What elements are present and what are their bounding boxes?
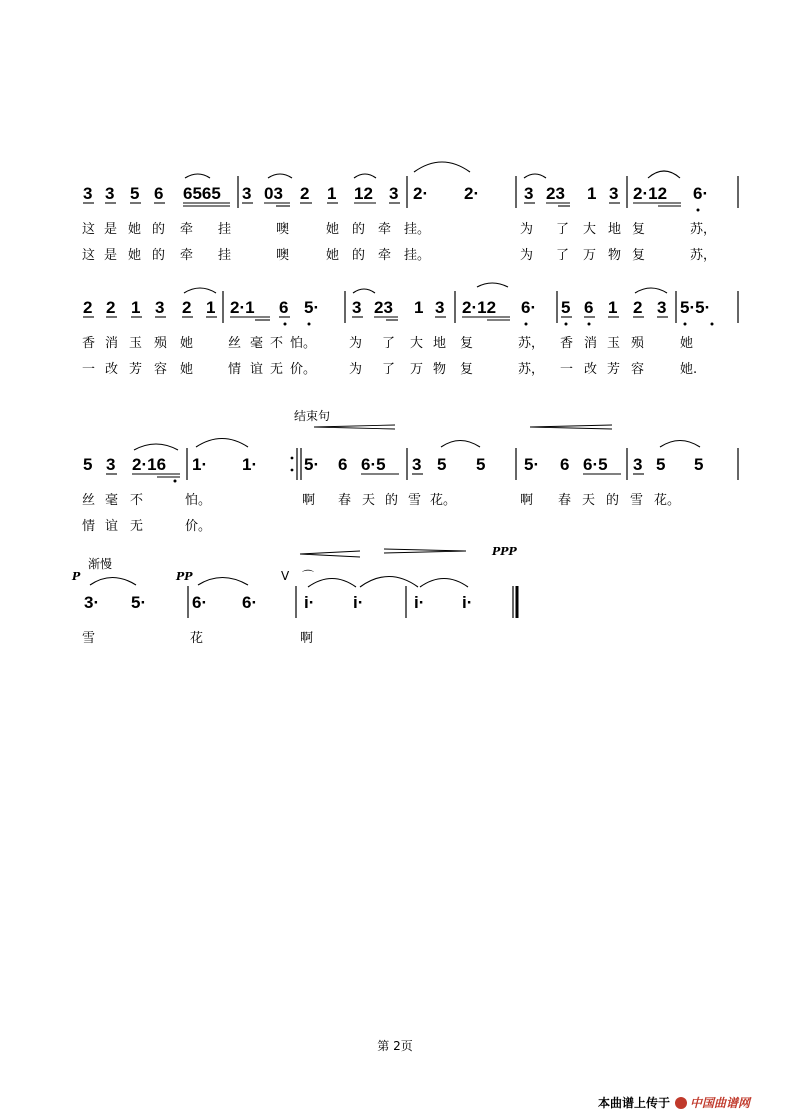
lyric: 香 <box>82 336 96 351</box>
lyric: 毫 <box>105 493 119 508</box>
note: 6· <box>192 593 208 612</box>
lyric: 苏， <box>518 336 545 351</box>
lyric: 挂 <box>218 248 232 263</box>
note: 1· <box>192 455 208 474</box>
lyric: 噢 <box>276 222 290 237</box>
lyric: 挂。 <box>404 222 431 237</box>
decrescendo-mark <box>530 425 612 429</box>
lyric: 物 <box>608 248 622 263</box>
lyric: 的 <box>152 248 166 263</box>
score-row-4 <box>71 545 518 646</box>
note: 03 <box>264 184 283 203</box>
ending-phrase-label: 结束句 <box>294 409 331 423</box>
lyric: 花。 <box>654 493 681 508</box>
decrescendo-mark <box>300 551 360 557</box>
note: 6· <box>521 298 537 317</box>
score-row-1 <box>82 162 738 263</box>
lyric: 改 <box>584 362 598 377</box>
note: 6 <box>584 298 594 317</box>
lyric: 价。 <box>290 362 317 377</box>
lyric: 物 <box>433 362 447 377</box>
lyric: 她 <box>180 362 194 377</box>
lyric: 一 <box>560 362 574 377</box>
note: 3 <box>155 298 165 317</box>
site-brand: 中国曲谱网 <box>690 1096 751 1110</box>
lyric: 这 <box>82 248 96 263</box>
note: 1· <box>242 455 258 474</box>
note: 3 <box>435 298 445 317</box>
note: 5·5· <box>680 298 711 317</box>
lyric: 谊 <box>105 519 119 534</box>
lyric: 花 <box>190 631 204 646</box>
lyric: 芳 <box>607 362 621 377</box>
note: 2 <box>106 298 116 317</box>
lyric: 大 <box>410 336 424 351</box>
lyric: 消 <box>584 336 598 351</box>
note: 3 <box>412 455 422 474</box>
lyric: 苏， <box>690 222 717 237</box>
lyric: 万 <box>583 248 597 263</box>
site-logo-icon <box>675 1097 687 1109</box>
lyric: 无 <box>270 362 284 377</box>
lyric: 为 <box>520 222 534 237</box>
lyric: 啊 <box>300 631 314 646</box>
page-number: 第 2页 <box>377 1039 413 1053</box>
lyric: 殒 <box>631 336 645 351</box>
lyric: 情 <box>82 519 96 534</box>
note: 6· <box>693 184 709 203</box>
note: 6 <box>279 298 289 317</box>
note: 1 <box>587 184 597 203</box>
lyric: 万 <box>410 362 424 377</box>
lyric: 挂。 <box>404 248 431 263</box>
lyric: 为 <box>349 362 363 377</box>
note: 2 <box>633 298 643 317</box>
note: 3 <box>242 184 252 203</box>
score-row-3 <box>82 408 738 534</box>
lyric: 的 <box>352 248 366 263</box>
note: 2 <box>83 298 93 317</box>
lyric: 的 <box>152 222 166 237</box>
fermata-icon: ⌒ <box>302 569 315 583</box>
note: 6 <box>154 184 164 203</box>
note: 6·5 <box>583 455 608 474</box>
lyric: 春 <box>558 493 572 508</box>
lyric: 的 <box>385 493 399 508</box>
tempo-marking: 渐慢 <box>88 557 113 571</box>
breath-mark: V <box>281 569 290 583</box>
note: 5· <box>304 455 320 474</box>
lyric: 挂 <box>218 222 232 237</box>
score-row-2 <box>82 283 738 377</box>
note: 6·5 <box>361 455 386 474</box>
note: 1 <box>414 298 424 317</box>
lyric: 牵 <box>378 248 392 263</box>
note: 5· <box>304 298 320 317</box>
lyric: 了 <box>382 362 396 377</box>
credit-text: 本曲谱上传于 <box>598 1096 671 1110</box>
dynamic-marking: P <box>72 570 81 583</box>
lyric: 复 <box>632 248 646 263</box>
lyric: 苏， <box>518 362 545 377</box>
lyric: 她 <box>128 248 142 263</box>
lyric: 容 <box>631 362 645 377</box>
lyric: 怕。 <box>290 336 317 351</box>
lyric: 雪 <box>82 631 96 646</box>
lyric: 消 <box>105 336 119 351</box>
lyric: 的 <box>352 222 366 237</box>
note: 6565 <box>183 184 221 203</box>
note: 2·12 <box>633 184 668 203</box>
lyric: 天 <box>362 493 376 508</box>
note: 1 <box>206 298 216 317</box>
note: 3 <box>633 455 643 474</box>
note: 5· <box>524 455 540 474</box>
lyric: 怕。 <box>185 493 212 508</box>
note: 3 <box>106 455 116 474</box>
note: 3· <box>84 593 100 612</box>
note: 3 <box>389 184 399 203</box>
lyric: 复 <box>632 222 646 237</box>
lyric: 她 <box>326 222 340 237</box>
note: 3 <box>352 298 362 317</box>
note: 2· <box>413 184 429 203</box>
lyric: 她 <box>326 248 340 263</box>
lyric: 雪 <box>408 493 422 508</box>
lyric: 一 <box>82 362 96 377</box>
note: i· <box>353 593 364 612</box>
lyric: 无 <box>130 519 144 534</box>
lyric: 情 <box>228 362 242 377</box>
lyric: 牵 <box>180 248 194 263</box>
lyric: 她 <box>128 222 142 237</box>
lyric: 了 <box>382 336 396 351</box>
note: 2 <box>300 184 310 203</box>
note: 2·16 <box>132 455 167 474</box>
lyric: 她 <box>180 336 194 351</box>
note: 5 <box>83 455 93 474</box>
dynamic-marking: PPP <box>492 545 517 558</box>
note: 23 <box>374 298 393 317</box>
lyric: 大 <box>583 222 597 237</box>
lyric: 芳 <box>129 362 143 377</box>
note: 3 <box>657 298 667 317</box>
note: 5· <box>131 593 147 612</box>
lyric: 谊 <box>250 362 264 377</box>
lyric: 啊 <box>520 493 534 508</box>
lyric: 香 <box>560 336 574 351</box>
note: 2·12 <box>462 298 497 317</box>
note: 5 <box>437 455 447 474</box>
note: 1 <box>131 298 141 317</box>
note: 2·1 <box>230 298 255 317</box>
note: 5 <box>130 184 140 203</box>
dynamic-marking: PP <box>176 570 193 583</box>
upload-credit <box>598 1094 750 1111</box>
note: 2 <box>182 298 192 317</box>
lyric: 为 <box>520 248 534 263</box>
lyric: 为 <box>349 336 363 351</box>
note: 5 <box>476 455 486 474</box>
lyric: 不 <box>270 336 284 351</box>
lyric: 花。 <box>430 493 457 508</box>
lyric: 她 <box>680 336 694 351</box>
note: 12 <box>354 184 373 203</box>
lyric: 玉 <box>129 336 143 351</box>
lyric: 毫 <box>250 336 264 351</box>
lyric: 是 <box>104 248 118 263</box>
lyric: 丝 <box>228 336 242 351</box>
note: i· <box>304 593 315 612</box>
lyric: 牵 <box>180 222 194 237</box>
note: 6· <box>242 593 258 612</box>
lyric: 天 <box>582 493 596 508</box>
lyric: 地 <box>433 336 447 351</box>
note: 23 <box>546 184 565 203</box>
lyric: 牵 <box>378 222 392 237</box>
lyric: 复 <box>460 362 474 377</box>
lyric: 的 <box>606 493 620 508</box>
lyric: 地 <box>608 222 622 237</box>
lyric: 丝 <box>82 493 96 508</box>
note: 3 <box>105 184 115 203</box>
lyric: 苏， <box>690 248 717 263</box>
lyric: 不 <box>130 493 144 508</box>
note: 5 <box>561 298 571 317</box>
note: 3 <box>83 184 93 203</box>
note: 1 <box>608 298 618 317</box>
decrescendo-mark <box>314 425 395 429</box>
note: 5 <box>656 455 666 474</box>
lyric: 啊 <box>302 493 316 508</box>
lyric: 噢 <box>276 248 290 263</box>
lyric: 她. <box>680 362 698 377</box>
note: 3 <box>609 184 619 203</box>
lyric: 这 <box>82 222 96 237</box>
lyric: 殒 <box>154 336 168 351</box>
lyric: 改 <box>105 362 119 377</box>
note: 6 <box>338 455 348 474</box>
lyric: 春 <box>338 493 352 508</box>
decrescendo-mark <box>384 549 466 553</box>
lyric: 雪 <box>630 493 644 508</box>
note: 1 <box>327 184 337 203</box>
note: 3 <box>524 184 534 203</box>
lyric: 价。 <box>185 519 212 534</box>
lyric: 容 <box>154 362 168 377</box>
lyric: 复 <box>460 336 474 351</box>
note: 2· <box>464 184 480 203</box>
lyric: 玉 <box>607 336 621 351</box>
note: 6 <box>560 455 570 474</box>
lyric: 是 <box>104 222 118 237</box>
note: 5 <box>694 455 704 474</box>
note: i· <box>414 593 425 612</box>
note: i· <box>462 593 473 612</box>
lyric: 了 <box>556 248 570 263</box>
lyric: 了 <box>556 222 570 237</box>
